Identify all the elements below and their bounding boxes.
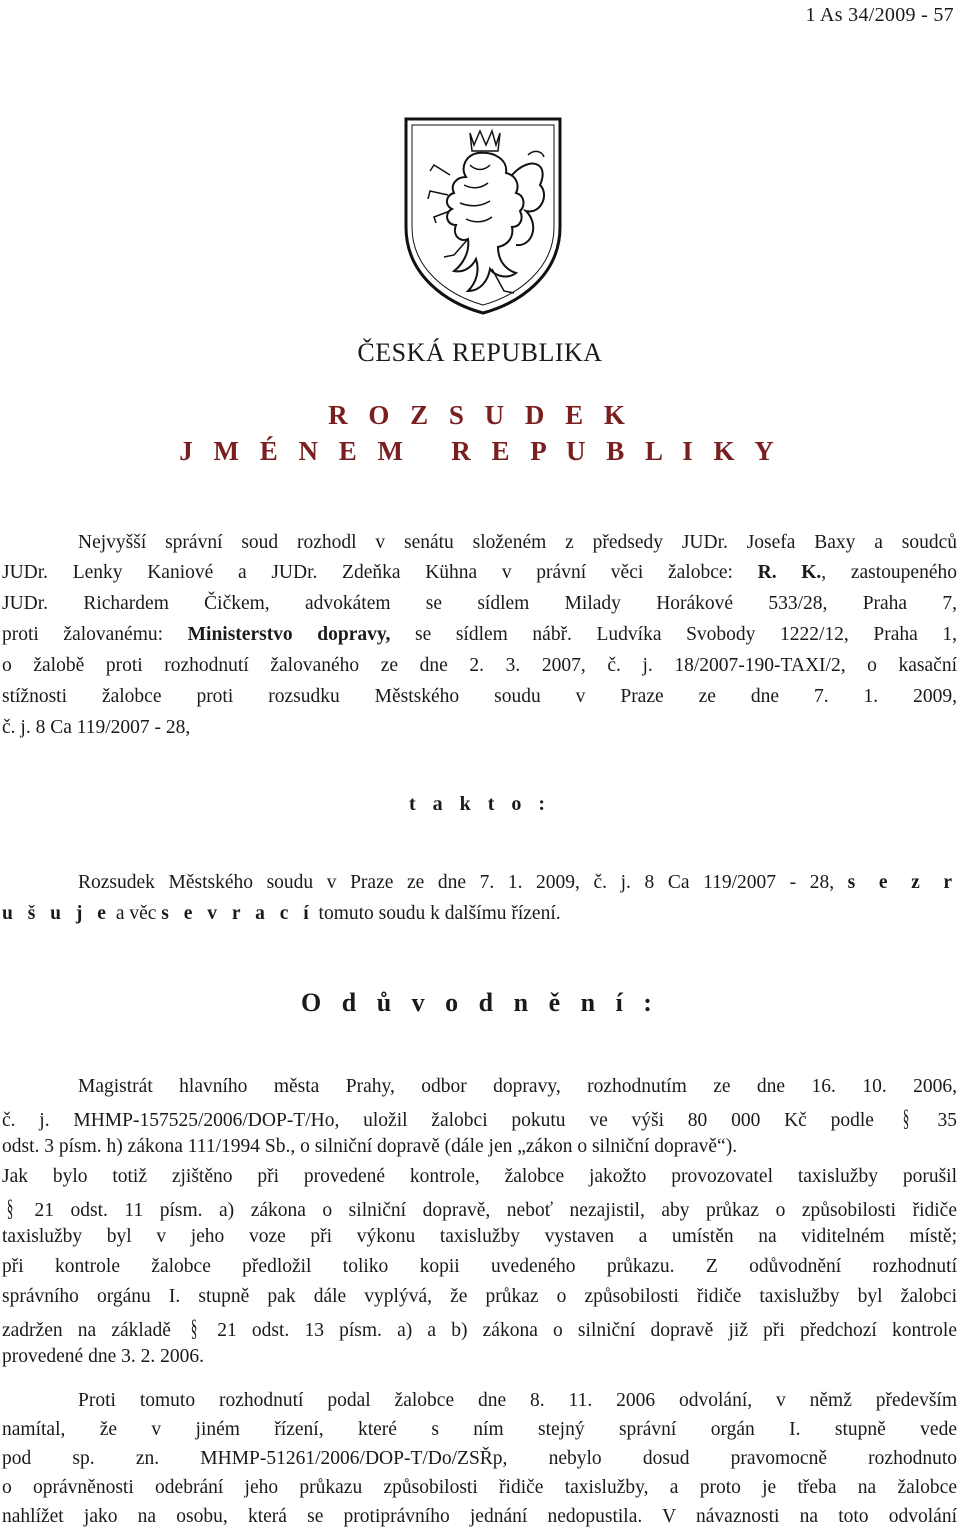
intro-line: o žalobě proti rozhodnutí žalovaného ze dne 2. 3. 2007, č. j. 18/2007-190-TAXI/2, o kasační: [2, 655, 957, 676]
intro-line: Nejvyšší správní soud rozhodl v senátu složeném z předsedy JUDr. Josefa Baxy a soudců: [78, 532, 957, 553]
reasoning-line: Magistrát hlavního města Prahy, odbor dopravy, rozhodnutím ze dne 16. 10. 2006,: [78, 1076, 957, 1097]
czech-coat-of-arms-icon: [400, 115, 566, 317]
reasoning-line: správního orgánu I. stupně pak dále vyplývá, že průkaz o způsobilosti řidiče taxislužby byl žalobci: [2, 1286, 957, 1307]
verdict-title: R O Z S U D E K: [328, 400, 632, 430]
ruling-line: u š u j e a věc s e v r a c í tomuto soudu k dalšímu řízení.: [2, 903, 561, 924]
intro-line: proti žalovanému: Ministerstvo dopravy, se sídlem nábř. Ludvíka Svobody 1222/12, Praha 1,: [2, 624, 957, 645]
reasoning-line: Proti tomuto rozhodnutí podal žalobce dne 8. 11. 2006 odvolání, v němž především: [78, 1390, 957, 1411]
reasoning-line: § 21 odst. 11 písm. a) zákona o silniční dopravě, neboť nezajistil, aby průkaz o způsobilosti řidiče: [6, 1196, 957, 1222]
section-sign-icon: §: [190, 1316, 198, 1342]
intro-line: stížnosti žalobce proti rozsudku Městského soudu v Praze ze dne 7. 1. 2009,: [2, 686, 957, 707]
reasoning-line: provedené dne 3. 2. 2006.: [2, 1346, 204, 1367]
reasoning-line: č. j. MHMP-157525/2006/DOP-T/Ho, uložil žalobci pokutu ve výši 80 000 Kč podle § 35: [2, 1106, 957, 1132]
intro-line: JUDr. Lenky Kaniové a JUDr. Zdeňka Kühna v právní věci žalobce: R. K., zastoupeného: [2, 562, 957, 583]
country-heading: ČESKÁ REPUBLIKA: [357, 338, 603, 367]
in-name-of-republic: J M É N E M R E P U B L I K Y: [179, 436, 781, 466]
reasoning-line: o oprávněnosti odebrání jeho průkazu způsobilosti řidiče taxislužby, a proto je třeba na žalobce: [2, 1477, 957, 1498]
intro-line: č. j. 8 Ca 119/2007 - 28,: [2, 717, 191, 738]
reasoning-line: odst. 3 písm. h) zákona 111/1994 Sb., o silniční dopravě (dále jen „zákon o silniční dopravě“).: [2, 1136, 738, 1157]
reasoning-line: při kontrole žalobce předložil toliko kopii uvedeného průkazu. Z odůvodnění rozhodnutí: [2, 1256, 957, 1277]
case-number: 1 As 34/2009 - 57: [805, 4, 954, 26]
reasoning-heading: O d ů v o d n ě n í :: [301, 988, 659, 1017]
reasoning-line: namítal, že v jiném řízení, které s ním stejný správní orgán I. stupně vede: [2, 1419, 957, 1440]
plaintiff-name: R. K.: [757, 562, 822, 583]
reasoning-line: zadržen na základě § 21 odst. 13 písm. a) a b) zákona o silniční dopravě již při předchozí kontrole: [2, 1316, 957, 1342]
reasoning-line: taxislužby byl v jeho voze při výkonu taxislužby vystaven a umístěn na viditelném místě;: [2, 1226, 957, 1247]
section-sign-icon: §: [902, 1106, 910, 1132]
ruling-line: Rozsudek Městského soudu v Praze ze dne 7. 1. 2009, č. j. 8 Ca 119/2007 - 28, s e z r: [78, 872, 957, 893]
reasoning-line: Jak bylo totiž zjištěno při provedené kontrole, žalobce jakožto provozovatel taxislužby porušil: [2, 1166, 957, 1187]
reasoning-line: nahlížet jako na osobu, která se protiprávního jednání nedopustila. V návaznosti na toto odvolání: [2, 1506, 957, 1527]
defendant-name: Ministerstvo dopravy,: [187, 624, 391, 645]
reasoning-line: pod sp. zn. MHMP-51261/2006/DOP-T/Do/ZSŘp, nebylo dosud pravomocně rozhodnuto: [2, 1448, 957, 1469]
takto-heading: t a k t o :: [408, 793, 552, 815]
section-sign-icon: §: [6, 1196, 14, 1222]
intro-line: JUDr. Richardem Čičkem, advokátem se sídlem Milady Horákové 533/28, Praha 7,: [2, 593, 957, 614]
